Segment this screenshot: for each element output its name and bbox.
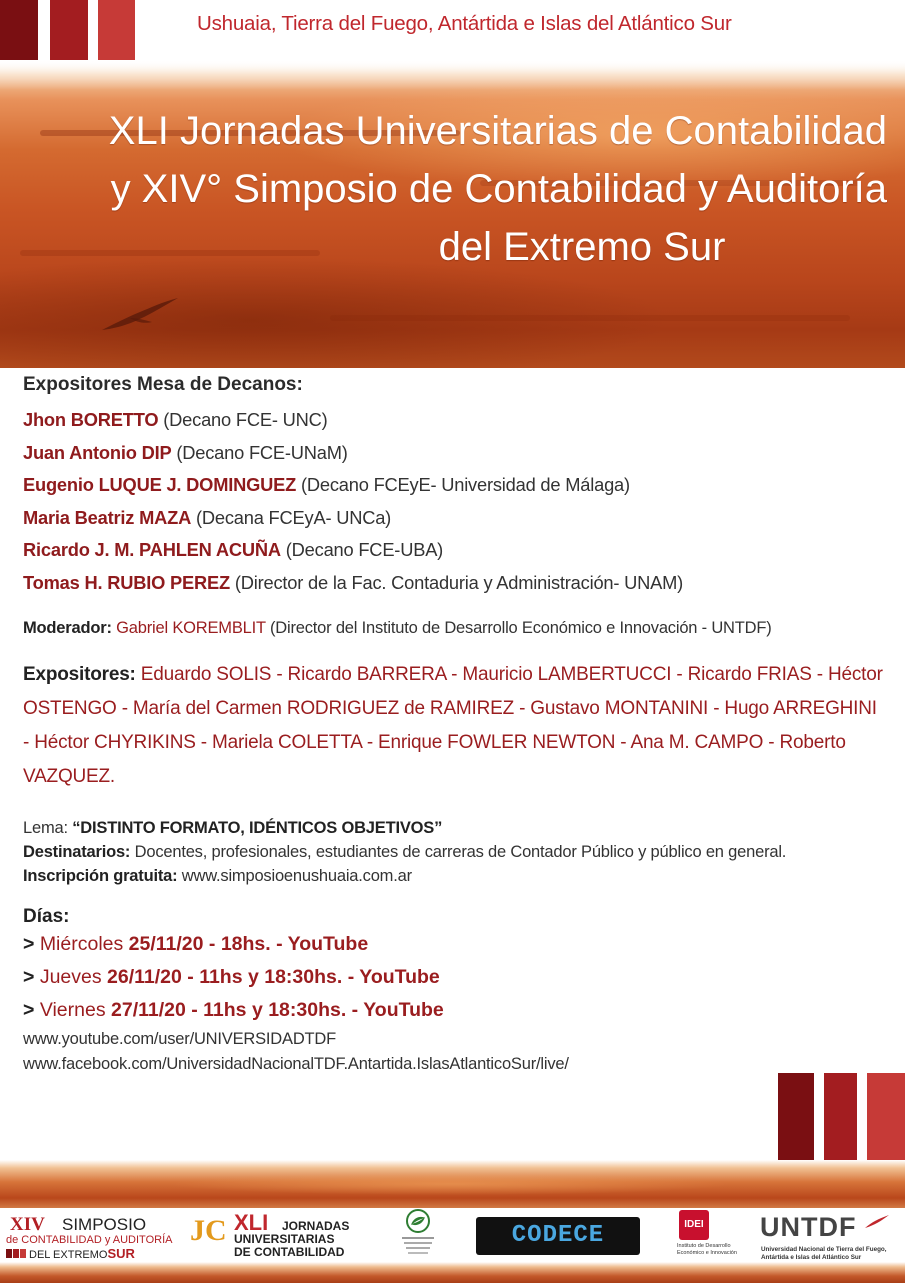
moderator-name: Gabriel KOREMBLIT — [116, 619, 266, 637]
facebook-link[interactable]: www.facebook.com/UniversidadNacionalTDF.Antartida.IslasAtlanticoSur/live/ — [23, 1055, 569, 1073]
untdf-logo-line2: Antártida e Islas del Atlántico Sur — [761, 1254, 862, 1261]
inscripcion-label: Inscripción gratuita: — [23, 867, 178, 885]
dean-name: Juan Antonio DIP — [23, 441, 172, 463]
title-line-2: y XIV° Simposio de Contabilidad y Auditoría — [110, 167, 887, 211]
dean-role: (Director de la Fac. Contaduria y Administración- UNAM) — [234, 571, 684, 593]
title-line-3: del Extremo Sur — [438, 225, 726, 269]
main-content — [23, 374, 893, 1077]
dean-name: Jhon BORETTO — [23, 409, 159, 430]
dean-name: Eugenio LUQUE J. DOMINGUEZ — [23, 474, 297, 495]
simposio-logo-title: SIMPOSIO — [62, 1215, 147, 1234]
codece-logo-text: CODECE — [511, 1222, 605, 1249]
moderator — [23, 619, 893, 638]
day-item — [23, 961, 893, 994]
bar-mid — [824, 1073, 857, 1173]
consejo-seal-icon — [396, 1208, 440, 1262]
day-detail: 27/11/20 - 11hs y 18:30hs. - YouTube — [111, 999, 444, 1021]
untdf-logo — [760, 1212, 900, 1260]
day-name: Viernes — [39, 999, 106, 1021]
simposio-logo-sur: SUR — [107, 1246, 135, 1261]
moderator-label: Moderador: — [23, 619, 112, 637]
deans-heading: Expositores Mesa de Decanos: — [23, 374, 303, 395]
speakers — [23, 658, 883, 794]
day-name: Jueves — [39, 966, 102, 988]
day-item — [23, 928, 893, 961]
bird-silhouette-icon — [100, 298, 180, 334]
dean-item — [23, 502, 893, 535]
dean-item — [23, 469, 893, 502]
lema-label: Lema: — [23, 819, 68, 837]
untdf-logo-text: UNTDF — [760, 1212, 857, 1242]
dean-item — [23, 534, 893, 567]
event-title — [27, 102, 887, 276]
speakers-label: Expositores: — [23, 664, 136, 685]
dean-item — [23, 437, 893, 470]
dean-role: (Decano FCE- UNC) — [163, 409, 328, 430]
dean-role: (Decana FCEyA- UNCa) — [195, 506, 392, 528]
destinatarios-line — [23, 840, 893, 864]
bar-light — [867, 1073, 905, 1173]
destinatarios-label: Destinatarios: — [23, 843, 131, 861]
lema-line — [23, 816, 893, 840]
lema-value: “DISTINTO FORMATO, IDÉNTICOS OBJETIVOS” — [72, 819, 443, 837]
location-header: Ushuaia, Tierra del Fuego, Antártida e Islas del Atlántico Sur — [197, 12, 732, 35]
jornadas-logo-xli: XLI — [234, 1210, 269, 1235]
dean-name: Tomas H. RUBIO PEREZ — [23, 571, 230, 593]
event-info — [23, 816, 893, 888]
sunset-banner — [0, 60, 905, 368]
days-list — [23, 928, 893, 1027]
days-heading: Días: — [23, 906, 70, 927]
codece-logo — [476, 1217, 640, 1255]
day-detail: 26/11/20 - 11hs y 18:30hs. - YouTube — [107, 966, 440, 988]
jornadas-mark-icon: JC — [190, 1214, 227, 1247]
dean-item — [23, 404, 893, 437]
untdf-logo-line1: Universidad Nacional de Tierra del Fuego, — [761, 1246, 887, 1253]
inscripcion-line — [23, 864, 893, 888]
idei-logo — [673, 1210, 739, 1262]
jornadas-logo-t3: DE CONTABILIDAD — [234, 1245, 345, 1259]
youtube-link[interactable]: www.youtube.com/user/UNIVERSIDADTDF — [23, 1030, 337, 1048]
bar-dark — [778, 1073, 814, 1173]
title-line-1: XLI Jornadas Universitarias de Contabilidad — [108, 109, 887, 153]
inscripcion-link[interactable]: www.simposioenushuaia.com.ar — [181, 867, 412, 885]
idei-logo-sub: Instituto de Desarrollo Económico e Innovación — [677, 1243, 737, 1256]
speakers-list: Eduardo SOLIS - Ricardo BARRERA - Mauricio LAMBERTUCCI - Ricardo FRIAS - Héctor OSTENGO - María del Carmen RODRIGUEZ de RAMIREZ - Gustavo MONTANINI - Hugo ARREGHINI - Héctor CHYRIKINS - Mariela COLETTA - Enrique FOWLER NEWTON - Ana M. CAMPO - Roberto VAZQUEZ. — [23, 664, 883, 787]
arrow-right-icon: > — [23, 966, 35, 988]
day-name: Miércoles — [39, 933, 124, 955]
arrow-right-icon: > — [23, 999, 35, 1021]
dean-role: (Decano FCE-UNaM) — [176, 441, 348, 463]
moderator-role: (Director del Instituto de Desarrollo Económico e Innovación - UNTDF) — [269, 619, 772, 637]
jornadas-logo — [190, 1210, 365, 1260]
dean-name: Maria Beatriz MAZA — [23, 506, 192, 528]
jornadas-logo-t1: JORNADAS — [282, 1219, 350, 1233]
deans-list — [23, 404, 893, 599]
simposio-logo-line2: de CONTABILIDAD y AUDITORÍA — [6, 1234, 173, 1246]
untdf-bird-icon — [864, 1214, 890, 1230]
bottom-decorative-bars — [778, 1073, 905, 1173]
dean-role: (Decano FCEyE- Universidad de Málaga) — [300, 474, 630, 495]
dean-item — [23, 567, 893, 600]
idei-logo-box: IDEI — [679, 1210, 709, 1240]
arrow-right-icon: > — [23, 933, 35, 955]
simposio-logo-extremo: DEL EXTREMO — [29, 1249, 108, 1261]
jornadas-logo-t2: UNIVERSITARIAS — [234, 1232, 335, 1246]
simposio-logo-xiv: XIV — [10, 1214, 45, 1235]
dean-name: Ricardo J. M. PAHLEN ACUÑA — [23, 539, 281, 560]
footer-sunset-band — [0, 1160, 905, 1208]
consejo-profesional-logo — [396, 1208, 440, 1262]
dean-role: (Decano FCE-UBA) — [285, 539, 444, 560]
bottom-sunset-strip — [0, 1262, 905, 1283]
simposio-logo-line3 — [6, 1246, 135, 1261]
destinatarios-value: Docentes, profesionales, estudiantes de carreras de Contador Público y público en general. — [134, 843, 787, 861]
day-detail: 25/11/20 - 18hs. - YouTube — [128, 933, 369, 955]
day-item — [23, 994, 893, 1027]
simposio-logo — [6, 1212, 181, 1260]
